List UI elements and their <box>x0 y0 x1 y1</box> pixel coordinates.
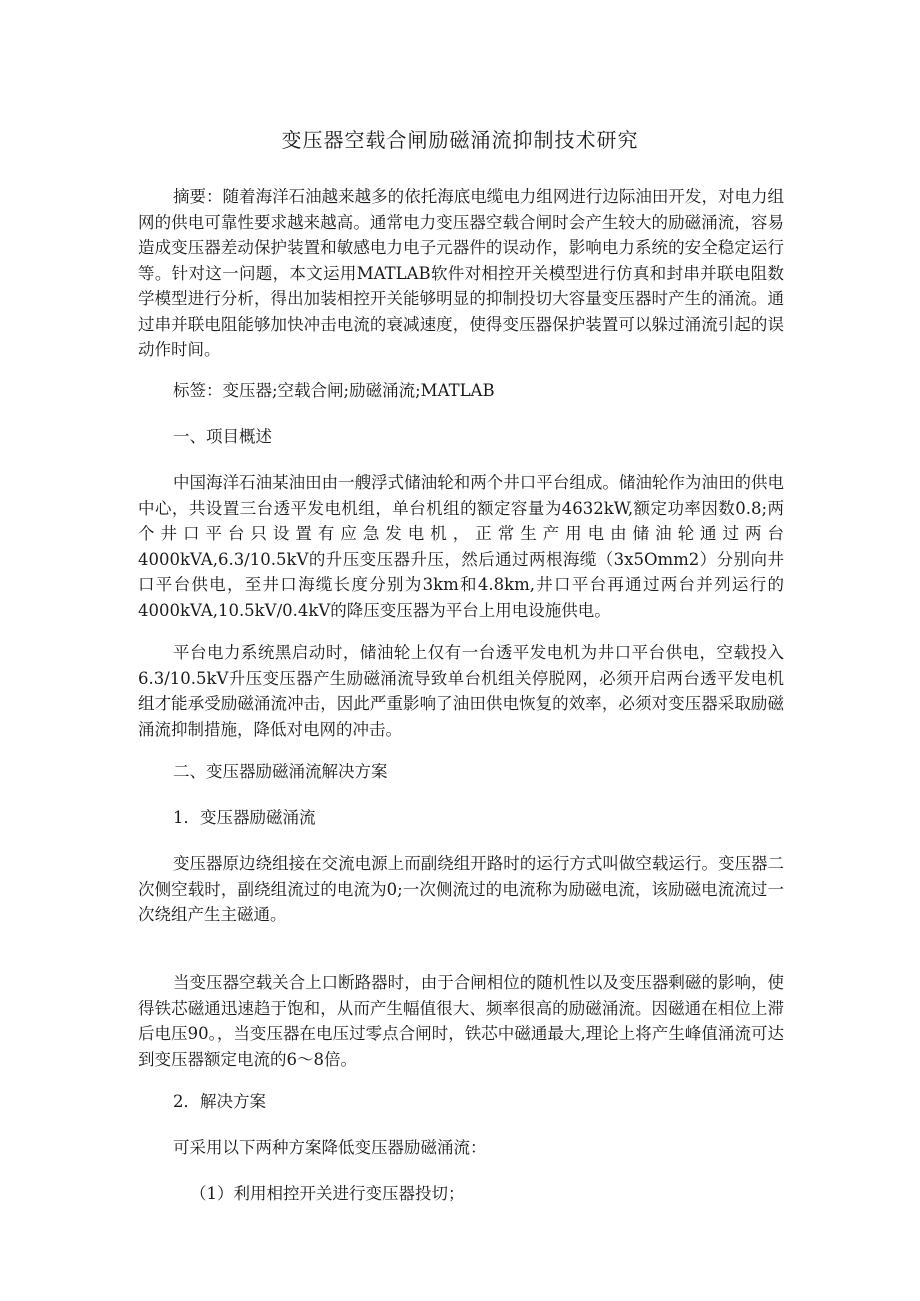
section-1-heading: 一、项目概述 <box>173 427 272 446</box>
section-1-paragraph-2: 平台电力系统黑启动时，储油轮上仅有一台透平发电机为井口平台供电，空载投入6.3/10.5kV升压变压器产生励磁涌流导致单台机组关停脱网，必须开启两台透平发电机组才能承受励磁涌流冲击，因此严重影响了油田供电恢复的效率，必须对变压器采取励磁涌流抑制措施，降低对电网的冲击。 <box>138 643 784 739</box>
subsection-2-2-heading: 2．解决方案 <box>173 1092 266 1111</box>
abstract-paragraph: 摘要：随着海洋石油越来越多的依托海底电缆电力组网进行边际油田开发，对电力组网的供电可靠性要求越来越高。通常电力变压器空载合闸时会产生较大的励磁涌流，容易造成变压器差动保护装置和敏感电力电子元器件的误动作，影响电力系统的安全稳定运行等。针对这一问题，本文运用MATLAB软件对相控开关模型进行仿真和封串并联电阻数学模型进行分析，得出加装相控开关能够明显的抑制投切大容量变压器时产生的涌流。通过串并联电阻能够加快冲击电流的衰减速度，使得变压器保护装置可以躲过涌流引起的误动作时间。 <box>138 187 784 359</box>
keywords-line: 标签：变压器;空载合闸;励磁涌流;MATLAB <box>173 381 495 400</box>
subsection-2-1-paragraph-1: 变压器原边绕组接在交流电源上而副绕组开路时的运行方式叫做空载运行。变压器二次侧空载时，副绕组流过的电流为0;一次侧流过的电流称为励磁电流，该励磁电流流过一次绕组产生主磁通。 <box>138 854 784 924</box>
subsection-2-2-intro: 可采用以下两种方案降低变压器励磁涌流： <box>173 1138 487 1157</box>
subsection-2-1-heading: 1．变压器励磁涌流 <box>173 808 316 827</box>
subsection-2-1-paragraph-2: 当变压器空载关合上口断路器时，由于合闸相位的随机性以及变压器剩磁的影响，使得铁芯磁通迅速趋于饱和，从而产生幅值很大、频率很高的励磁涌流。因磁通在相位上滞后电压90。，当变压器在电压过零点合闸时，铁芯中磁通最大,理论上将产生峰值涌流可达到变压器额定电流的6～8倍。 <box>138 973 784 1069</box>
paper-title: 变压器空载合闸励磁涌流抑制技术研究 <box>281 128 639 152</box>
solution-item-1: （1）利用相控开关进行变压器投切； <box>190 1184 465 1203</box>
section-2-heading: 二、变压器励磁涌流解决方案 <box>173 762 388 781</box>
section-1-paragraph-1: 中国海洋石油某油田由一艘浮式储油轮和两个井口平台组成。储油轮作为油田的供电中心，共设置三台透平发电机组，单台机组的额定容量为4632kW,额定功率因数0.8;两个井口平台只设置有应急发电机，正常生产用电由储油轮通过两台4000kVA,6.3∕10.5kV的升压变压器升压，然后通过两根海缆（3x5Omm2）分别向井口平台供电，至井口海缆长度分别为3km和4.8km,井口平台再通过两台并列运行的4000kVA,10.5kV∕0.4kV的降压变压器为平台上用电设施供电。 <box>138 473 784 620</box>
